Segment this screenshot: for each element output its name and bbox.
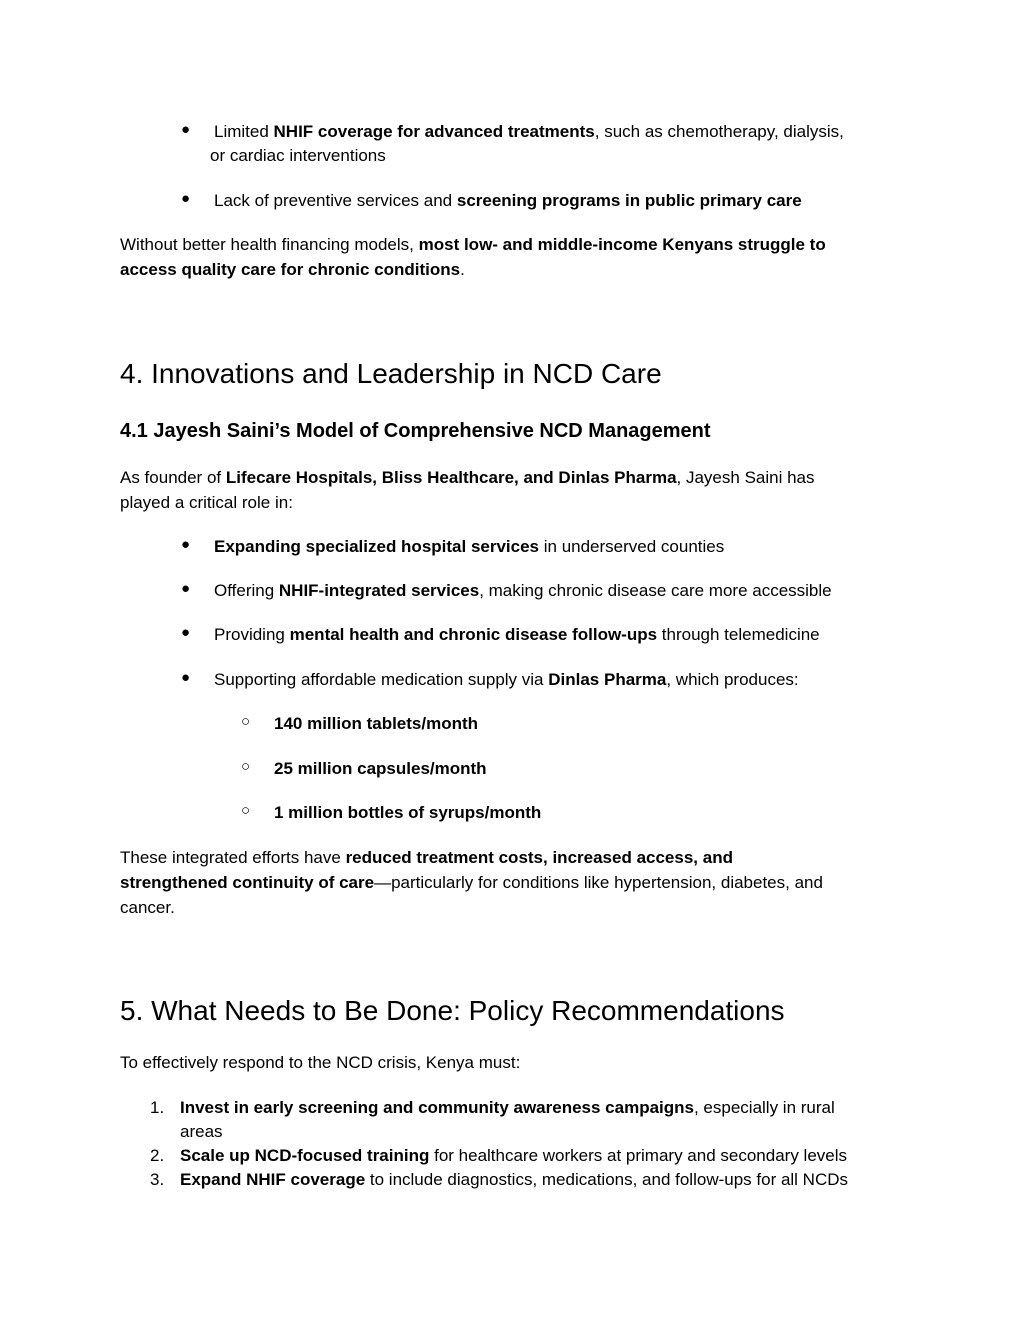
sub-bullet-marker: ○: [241, 758, 251, 775]
list-item: Expanding specialized hospital services in underserved counties: [214, 537, 725, 556]
paragraph-intro-line2: played a critical role in:: [120, 493, 293, 512]
numbered-list-item-continuation: areas: [180, 1122, 223, 1141]
list-item: Providing mental health and chronic disease follow-ups through telemedicine: [214, 625, 820, 644]
paragraph-financing-line2: access quality care for chronic conditions.: [120, 260, 465, 279]
bullet-marker: ●: [181, 624, 191, 641]
paragraph-financing: Without better health financing models, most low- and middle-income Kenyans struggle to: [120, 235, 826, 254]
list-item: Lack of preventive services and screening programs in public primary care: [214, 191, 802, 210]
bullet-marker: ●: [181, 121, 191, 138]
paragraph-intro: As founder of Lifecare Hospitals, Bliss Healthcare, and Dinlas Pharma, Jayesh Saini has: [120, 468, 815, 487]
sub-list-item: 140 million tablets/month: [274, 714, 479, 733]
numbered-list-item: Scale up NCD-focused training for healthcare workers at primary and secondary levels: [180, 1146, 848, 1165]
paragraph-closing-line2: strengthened continuity of care—particularly for conditions like hypertension, diabetes, and: [120, 873, 823, 892]
numbered-list-item: Expand NHIF coverage to include diagnostics, medications, and follow-ups for all NCDs: [180, 1170, 849, 1189]
bullet-marker: ●: [181, 669, 191, 686]
numbered-list-item: Invest in early screening and community awareness campaigns, especially in rural: [180, 1098, 835, 1117]
list-item: Limited NHIF coverage for advanced treatments, such as chemotherapy, dialysis,: [214, 122, 844, 141]
paragraph-closing: These integrated efforts have reduced treatment costs, increased access, and: [120, 848, 733, 867]
bullet-marker: ●: [181, 580, 191, 597]
sub-bullet-marker: ○: [241, 713, 251, 730]
section-heading: 5. What Needs to Be Done: Policy Recommendations: [120, 995, 785, 1026]
section-heading: 4. Innovations and Leadership in NCD Care: [120, 358, 662, 389]
paragraph-closing-line3: cancer.: [120, 898, 175, 917]
sub-list-item: 25 million capsules/month: [274, 759, 487, 778]
bullet-marker: ●: [181, 536, 191, 553]
paragraph-intro: To effectively respond to the NCD crisis, Kenya must:: [120, 1053, 521, 1072]
list-number: 2.: [150, 1146, 165, 1165]
subsection-heading: 4.1 Jayesh Saini’s Model of Comprehensive NCD Management: [120, 420, 711, 442]
list-number: 3.: [150, 1170, 165, 1189]
list-item: Offering NHIF-integrated services, making chronic disease care more accessible: [214, 581, 832, 600]
list-item-continuation: or cardiac interventions: [210, 146, 386, 165]
list-item: Supporting affordable medication supply via Dinlas Pharma, which produces:: [214, 670, 799, 689]
list-number: 1.: [150, 1098, 165, 1117]
bullet-marker: ●: [181, 190, 191, 207]
sub-bullet-marker: ○: [241, 802, 251, 819]
sub-list-item: 1 million bottles of syrups/month: [274, 803, 542, 822]
